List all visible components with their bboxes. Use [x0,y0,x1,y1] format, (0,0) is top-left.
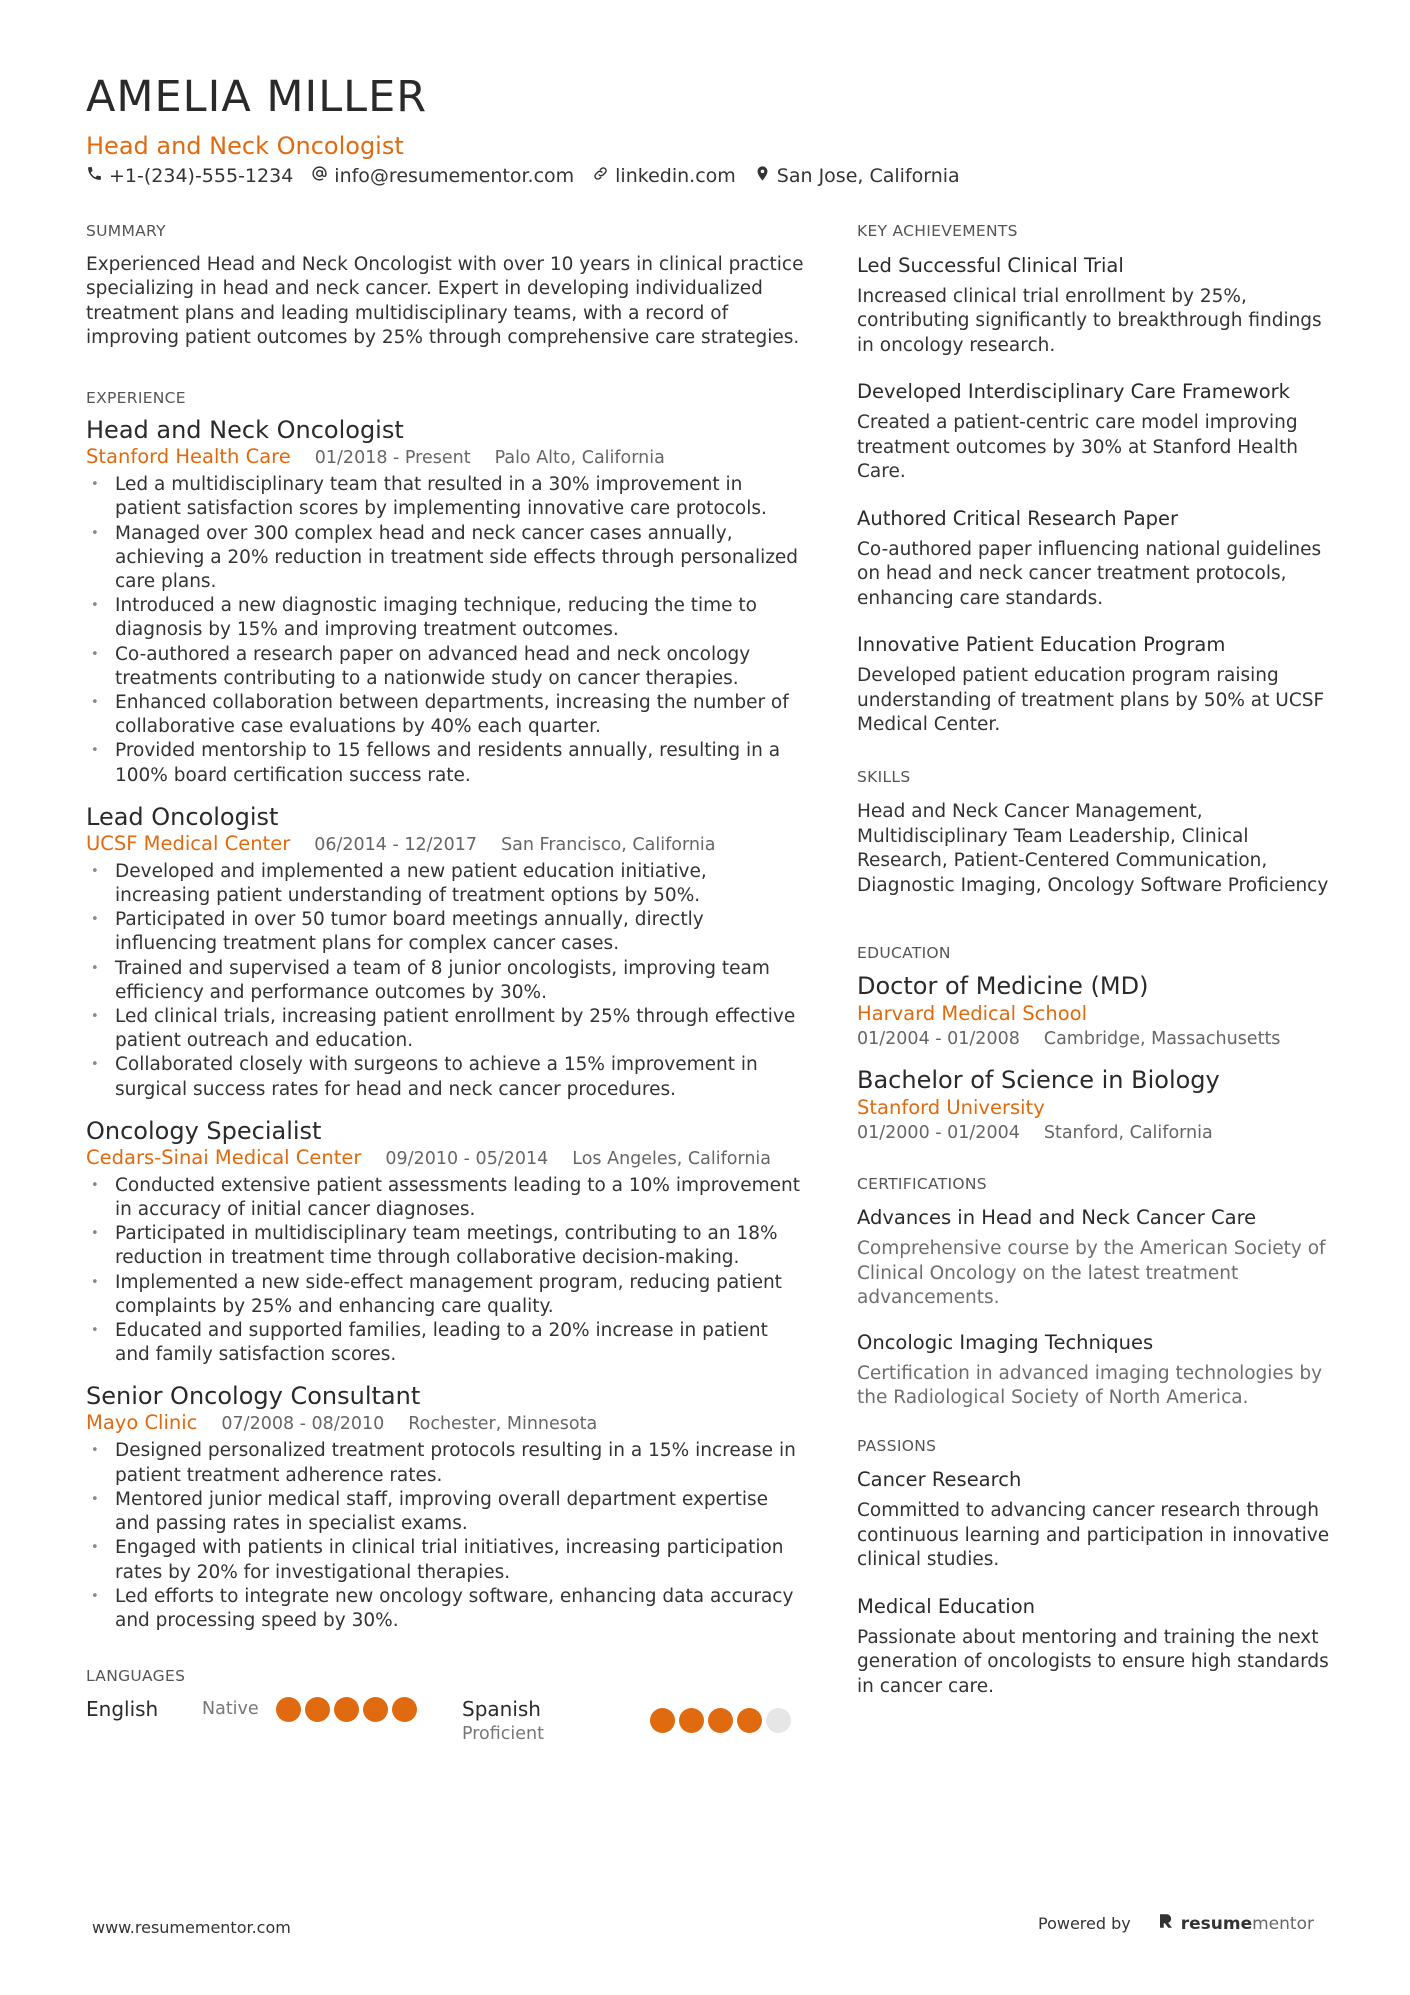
passion-item [857,1594,1337,1700]
certification-text: Certification in advanced imaging technologies by the Radiological Society of North America. [857,1362,1323,1409]
education-dates: 01/2004 - 01/2008 [857,1028,1020,1049]
email-text: info@resumementor.com [334,165,575,187]
job-bullet: • Conducted extensive patient assessments leading to a 10% improvement in accuracy of initial cancer diagnoses. [86,1174,806,1222]
achievement-item [857,379,1337,485]
job-meta [86,1146,806,1171]
education-school: Stanford University [857,1095,1045,1119]
languages-section [86,1667,806,1746]
location-text: San Jose, California [776,165,960,187]
certification-list [857,1205,1337,1411]
powered-by-label: Powered by [1038,1914,1131,1933]
rating-dot-filled [679,1708,704,1733]
job-bullet: • Mentored junior medical staff, improving overall department expertise and passing rates in specialist exams. [86,1488,806,1536]
contact-phone [86,165,293,187]
brand-name-light: mentor [1252,1913,1314,1934]
education-heading: EDUCATION [857,944,951,963]
rating-dot-filled [708,1708,733,1733]
education-degree: Doctor of Medicine (MD) [857,971,1149,1000]
job-company: UCSF Medical Center [86,831,291,855]
job-bullet: • Participated in multidisciplinary team meetings, contributing to an 18% reduction in treatment time through collaborative decision-making. [86,1222,806,1270]
language-rating-english [276,1696,417,1722]
experience-heading: EXPERIENCE [86,388,186,407]
certification-item [857,1330,1337,1411]
job-bullet: • Trained and supervised a team of 8 junior oncologists, improving team efficiency and performance outcomes by 30%. [86,957,806,1005]
location-pin-icon [754,165,771,187]
contact-email[interactable] [311,165,574,187]
job-bullet: • Introduced a new diagnostic imaging technique, reducing the time to diagnosis by 15% and improving treatment outcomes. [86,594,806,642]
education-location: Cambridge, Massachusetts [1043,1028,1281,1049]
phone-icon [86,165,103,187]
brand-name-bold: resume [1180,1913,1253,1934]
job-entry [86,1116,806,1368]
passion-text: Passionate about mentoring and training the next generation of oncologists to ensure high standards in cancer care. [857,1626,1329,1697]
rating-dot-filled [737,1708,762,1733]
job-entry [86,802,806,1102]
job-bullet: • Led clinical trials, increasing patient enrollment by 25% through effective patient outreach and education. [86,1005,806,1053]
job-bullet: • Designed personalized treatment protocols resulting in a 15% increase in patient treatment adherence rates. [86,1439,806,1487]
job-dates: 09/2010 - 05/2014 [385,1148,549,1169]
achievement-text: Created a patient-centric care model improving treatment outcomes by 30% at Stanford Health Care. [857,412,1298,483]
skills-heading: SKILLS [857,767,911,786]
achievement-title: Authored Critical Research Paper [857,506,1179,530]
job-meta [86,832,806,857]
language-level: Proficient [462,1723,544,1744]
education-school: Harvard Medical School [857,1001,1088,1025]
summary-heading: SUMMARY [86,222,166,240]
job-bullet: • Led a multidisciplinary team that resulted in a 30% improvement in patient satisfaction scores by implementing innovative care protocols. [86,473,806,521]
job-meta [86,445,806,470]
job-title: Lead Oncologist [86,802,279,831]
language-list [86,1696,806,1746]
passions-heading: PASSIONS [857,1436,937,1455]
language-rating-spanish [650,1696,791,1746]
rating-dot-filled [334,1697,359,1722]
job-bullet: • Developed and implemented a new patient education initiative, increasing patient understanding of treatment options by 50%. [86,860,806,908]
job-bullets [86,860,806,1102]
candidate-role: Head and Neck Oncologist [86,132,404,160]
skills-section [857,768,1337,899]
summary-text: Experienced Head and Neck Oncologist with over 10 years in clinical practice specializing in head and neck cancer. Expert in developing individualized treatment plans and leading multidisciplinary teams, with a record of improving patient outcomes by 25% through comprehensive care strategies. [86,253,804,349]
contact-linkedin[interactable] [592,165,736,187]
job-dates: 07/2008 - 08/2010 [221,1414,385,1435]
achievement-title: Developed Interdisciplinary Care Framework [857,380,1290,404]
left-column [86,222,806,1746]
job-bullet: • Collaborated closely with surgeons to achieve a 15% improvement in surgical success rates for head and neck cancer procedures. [86,1053,806,1101]
certification-title: Advances in Head and Neck Cancer Care [857,1206,1257,1230]
achievements-heading: KEY ACHIEVEMENTS [857,222,1018,240]
language-level: Native [202,1698,259,1719]
job-bullet: • Participated in over 50 tumor board meetings annually, directly influencing treatment plans for complex cancer cases. [86,908,806,956]
certification-item [857,1205,1337,1311]
passion-title: Cancer Research [857,1468,1022,1492]
brand-logo[interactable] [1157,1912,1314,1935]
job-bullet: • Enhanced collaboration between departments, increasing the number of collaborative case evaluations by 40% each quarter. [86,691,806,739]
education-dates: 01/2000 - 01/2004 [857,1122,1020,1143]
job-bullet: • Co-authored a research paper on advanced head and neck oncology treatments contributing to a nationwide study on cancer therapies. [86,643,806,691]
certifications-heading: CERTIFICATIONS [857,1174,987,1193]
job-bullet: • Engaged with patients in clinical trial initiatives, increasing participation rates by 20% for investigational therapies. [86,1536,806,1584]
passion-text: Committed to advancing cancer research through continuous learning and participation in innovative clinical studies. [857,1500,1330,1571]
job-bullets [86,1439,806,1633]
education-item [857,971,1337,1051]
certification-text: Comprehensive course by the American Society of Clinical Oncology on the latest treatment advancements. [857,1238,1326,1309]
education-location: Stanford, California [1043,1122,1213,1143]
achievement-item [857,506,1337,612]
job-entry [86,415,806,788]
education-list [857,971,1337,1145]
phone-text: +1-(234)-555-1234 [109,165,294,187]
job-title: Head and Neck Oncologist [86,416,404,445]
job-bullet: • Managed over 300 complex head and neck cancer cases annually, achieving a 20% reduction in treatment side effects through personalized care plans. [86,522,806,595]
linkedin-text: linkedin.com [615,165,736,187]
achievements-section [857,222,1337,738]
job-company: Cedars-Sinai Medical Center [86,1145,362,1169]
achievement-list [857,253,1337,738]
job-dates: 06/2014 - 12/2017 [314,834,478,855]
certifications-section [857,1175,1337,1411]
passion-title: Medical Education [857,1594,1035,1618]
footer-website[interactable]: www.resumementor.com [92,1918,291,1937]
job-bullet: • Educated and supported families, leading to a 20% increase in patient and family satisfaction scores. [86,1319,806,1367]
achievement-text: Co-authored paper influencing national guidelines on head and neck cancer treatment protocols, enhancing care standards. [857,538,1322,609]
achievement-title: Innovative Patient Education Program [857,633,1226,657]
job-title: Senior Oncology Consultant [86,1382,421,1411]
job-company: Mayo Clinic [86,1411,198,1435]
passion-list [857,1467,1337,1699]
rating-dot-filled [392,1697,417,1722]
experience-section [86,389,806,1634]
contact-location [754,165,960,187]
job-bullets [86,1174,806,1368]
footer-branding [1038,1912,1314,1935]
right-column [857,222,1337,1720]
job-meta [86,1411,806,1436]
language-item-spanish [462,1696,802,1746]
job-dates: 01/2018 - Present [314,448,471,469]
job-title: Oncology Specialist [86,1116,322,1145]
job-company: Stanford Health Care [86,445,291,469]
rating-dot-empty [766,1708,791,1733]
job-location: Los Angeles, California [572,1148,772,1169]
job-bullet: • Led efforts to integrate new oncology software, enhancing data accuracy and processing speed by 30%. [86,1585,806,1633]
job-bullet: • Provided mentorship to 15 fellows and residents annually, resulting in a 100% board certification success rate. [86,739,806,787]
education-meta [857,1121,1337,1145]
at-icon [311,165,328,187]
education-meta [857,1027,1337,1051]
language-text-group [462,1696,650,1746]
rating-dot-filled [363,1697,388,1722]
job-bullets [86,473,806,788]
job-location: Rochester, Minnesota [408,1414,598,1435]
rating-dot-filled [276,1697,301,1722]
job-bullet: • Implemented a new side-effect management program, reducing patient complaints by 25% and enhancing care quality. [86,1271,806,1319]
job-location: San Francisco, California [501,834,716,855]
achievement-item [857,632,1337,738]
achievement-text: Increased clinical trial enrollment by 25%, contributing significantly to breakthrough findings in oncology research. [857,285,1322,356]
skills-text: Head and Neck Cancer Management, Multidisciplinary Team Leadership, Clinical Research, Patient-Centered Communication, Diagnostic Imaging, Oncology Software Proficiency [857,801,1329,896]
achievement-item [857,253,1337,359]
achievement-title: Led Successful Clinical Trial [857,253,1124,277]
rating-dot-filled [305,1697,330,1722]
summary-section [86,222,806,351]
job-list [86,415,806,1633]
job-entry [86,1381,806,1633]
brand-mark-icon [1157,1912,1175,1935]
job-location: Palo Alto, California [494,448,665,469]
education-degree: Bachelor of Science in Biology [857,1065,1220,1094]
passion-item [857,1467,1337,1573]
language-name: Spanish [462,1696,541,1721]
passions-section [857,1437,1337,1700]
link-icon [592,165,609,187]
candidate-name: AMELIA MILLER [86,72,428,122]
languages-heading: LANGUAGES [86,1667,186,1686]
education-section [857,944,1337,1145]
certification-title: Oncologic Imaging Techniques [857,1330,1154,1354]
language-name: English [86,1696,159,1721]
language-item-english [86,1696,446,1722]
education-item [857,1065,1337,1145]
achievement-text: Developed patient education program raising understanding of treatment plans by 50% at UCSF Medical Center. [857,665,1325,736]
rating-dot-filled [650,1708,675,1733]
contact-bar [86,165,960,187]
